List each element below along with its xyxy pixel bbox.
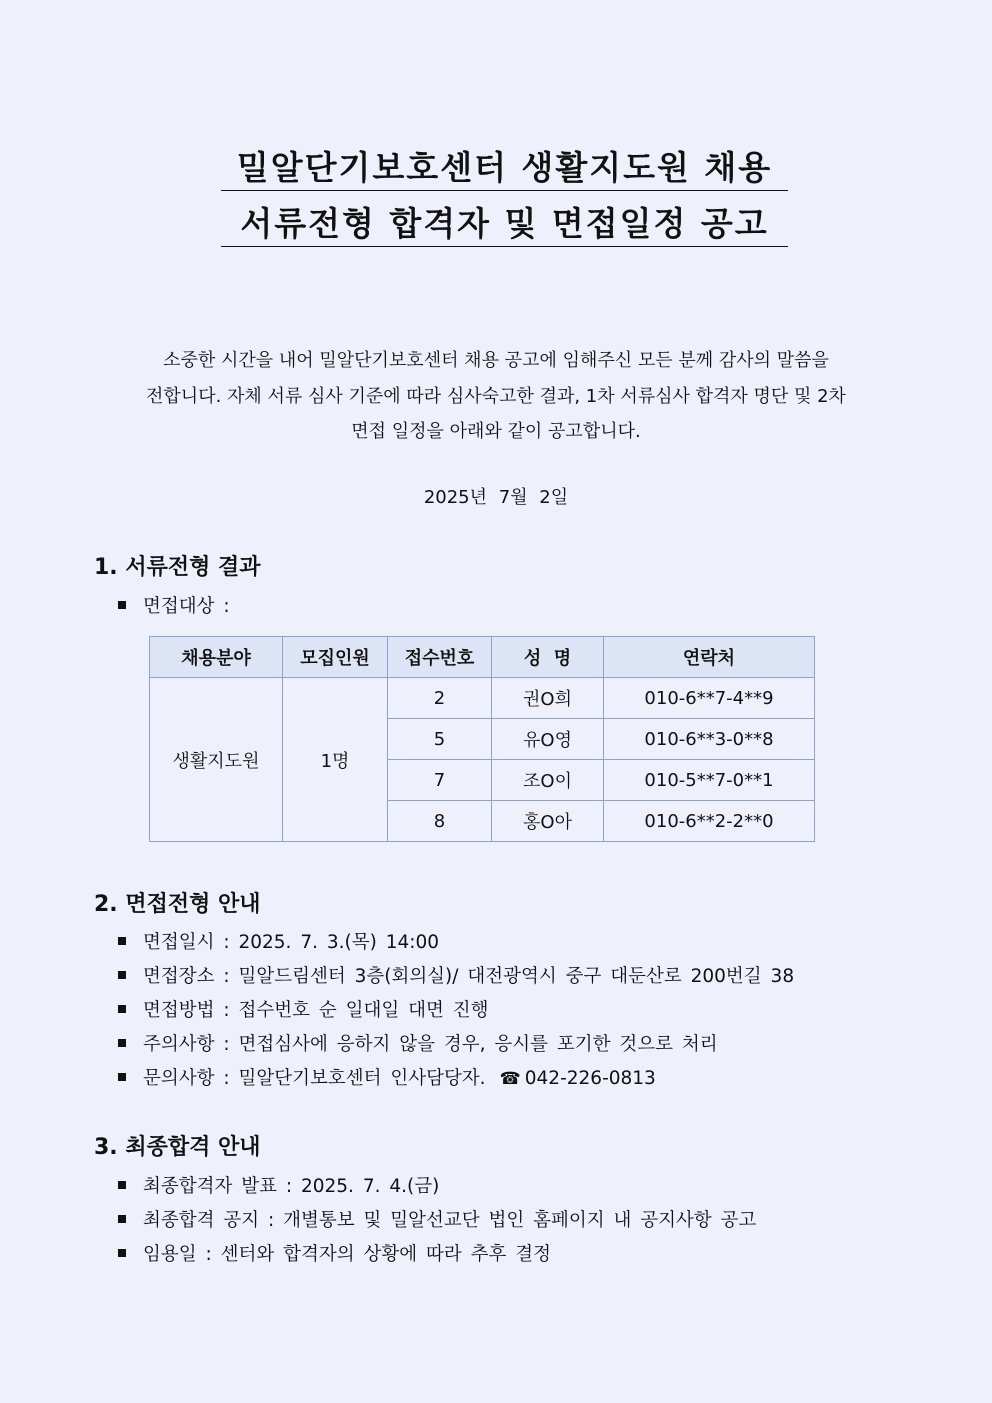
list-item [118, 926, 794, 960]
section-2-heading: 2. 면접전형 안내 [94, 892, 261, 917]
announcement-date: 2025년 7월 2일 [423, 487, 569, 508]
section-1-list [118, 590, 230, 624]
name-cell: 권O희 [492, 678, 604, 719]
section-1-heading: 1. 서류전형 결과 [94, 555, 261, 580]
intro-paragraph [100, 343, 892, 450]
section-3-list [118, 1170, 756, 1272]
phone-cell: 010-6**2-2**0 [604, 801, 815, 842]
list-item [118, 1170, 756, 1204]
phone-cell: 010-6**3-0**8 [604, 719, 815, 760]
final-announcement-date: 최종합격자 발표 : 2025. 7. 4.(금) [143, 1176, 440, 1197]
intro-line-2: 전합니다. 자체 서류 심사 기준에 따라 심사숙고한 결과, 1차 서류심사 합격자 명단 및 2차 [146, 385, 846, 407]
square-bullet-icon [118, 1039, 126, 1047]
interview-datetime: 면접일시 : 2025. 7. 3.(목) 14:00 [143, 932, 440, 953]
final-notice-method: 최종합격 공지 : 개별통보 및 밀알선교단 법인 홈페이지 내 공지사항 공고 [143, 1210, 757, 1231]
section-3-heading: 3. 최종합격 안내 [94, 1135, 261, 1160]
number-cell: 7 [388, 760, 492, 801]
number-cell: 2 [388, 678, 492, 719]
table-header-row [150, 637, 815, 678]
list-item [118, 1238, 756, 1272]
appointment-date: 임용일 : 센터와 합격자의 상황에 따라 추후 결정 [143, 1244, 551, 1265]
header-number: 접수번호 [388, 637, 492, 678]
candidate-table [149, 636, 815, 842]
interview-location: 면접장소 : 밀알드림센터 3층(회의실)/ 대전광역시 중구 대둔산로 200번길 38 [143, 966, 795, 987]
list-item [118, 960, 794, 994]
inquiry-contact: 문의사항 : 밀알단기보호센터 인사담당자. [143, 1068, 486, 1089]
count-cell: 1명 [283, 678, 388, 842]
interview-target-label: 면접대상 : [143, 596, 230, 617]
list-item [118, 1204, 756, 1238]
inquiry-phone: 042-226-0813 [524, 1068, 656, 1089]
square-bullet-icon [118, 601, 126, 609]
title-line-1: 밀알단기보호센터 생활지도원 채용 [221, 148, 788, 191]
square-bullet-icon [118, 937, 126, 945]
square-bullet-icon [118, 1249, 126, 1257]
list-item [118, 1028, 794, 1062]
name-cell: 유O영 [492, 719, 604, 760]
square-bullet-icon [118, 971, 126, 979]
square-bullet-icon [118, 1073, 126, 1081]
section-2-list [118, 926, 794, 1096]
table-row [150, 678, 815, 719]
square-bullet-icon [118, 1215, 126, 1223]
intro-line-3: 면접 일정을 아래와 같이 공고합니다. [351, 421, 641, 442]
phone-cell: 010-5**7-0**1 [604, 760, 815, 801]
name-cell: 조O이 [492, 760, 604, 801]
name-cell: 홍O아 [492, 801, 604, 842]
header-count: 모집인원 [283, 637, 388, 678]
number-cell: 8 [388, 801, 492, 842]
interview-notice: 주의사항 : 면접심사에 응하지 않을 경우, 응시를 포기한 것으로 처리 [143, 1034, 718, 1055]
header-contact: 연락처 [604, 637, 815, 678]
field-cell: 생활지도원 [150, 678, 283, 842]
header-field: 채용분야 [150, 637, 283, 678]
square-bullet-icon [118, 1181, 126, 1189]
square-bullet-icon [118, 1005, 126, 1013]
number-cell: 5 [388, 719, 492, 760]
title-line-2: 서류전형 합격자 및 면접일정 공고 [221, 204, 788, 247]
telephone-icon: ☎ [499, 1069, 521, 1089]
phone-cell: 010-6**7-4**9 [604, 678, 815, 719]
list-item [118, 1062, 794, 1096]
intro-line-1: 소중한 시간을 내어 밀알단기보호센터 채용 공고에 임해주신 모든 분께 감사의 말씀을 [163, 350, 829, 371]
list-item [118, 590, 230, 624]
header-name: 성 명 [492, 637, 604, 678]
list-item [118, 994, 794, 1028]
interview-method: 면접방법 : 접수번호 순 일대일 대면 진행 [143, 1000, 489, 1021]
